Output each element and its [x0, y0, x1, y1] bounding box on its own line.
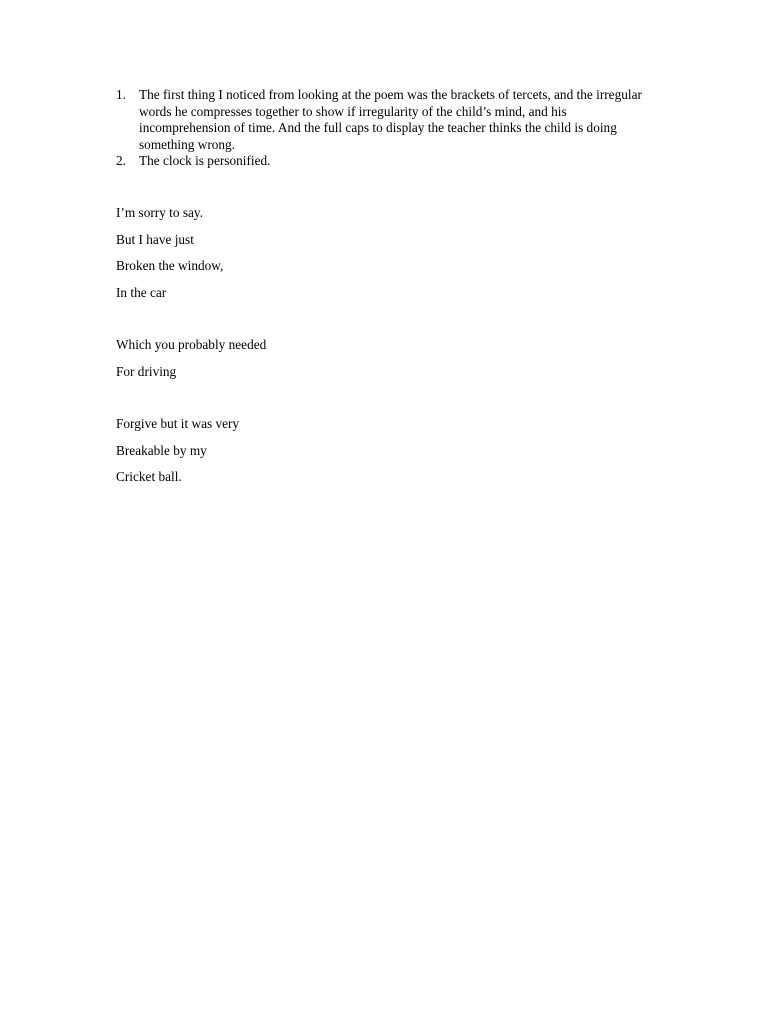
note-text: The clock is personified. — [139, 153, 271, 168]
poem-line: Cricket ball. — [116, 469, 182, 484]
poem-line: For driving — [116, 363, 177, 379]
poem — [116, 205, 616, 496]
notes-list — [116, 87, 656, 170]
poem-line: Forgive but it was very — [116, 416, 240, 431]
stanza-break — [116, 390, 616, 416]
note-item — [116, 87, 656, 153]
poem-stanza — [116, 416, 616, 485]
poem-stanza — [116, 205, 616, 301]
poem-line: Broken the window, — [116, 258, 224, 273]
poem-line: Which you probably needed — [116, 337, 267, 352]
note-text: The first thing I noticed from looking at the poem was the brackets of tercets, and the irregular words he compresses together to show if irregularity of the child’s mind, and his incomprehension of time. And the full caps to display the teacher thinks the child is doing something wrong. — [139, 87, 642, 152]
poem-line: Breakable by my — [116, 442, 207, 458]
stanza-break — [116, 311, 616, 337]
poem-line: But I have just — [116, 231, 194, 247]
poem-stanza — [116, 337, 616, 380]
poem-line: I’m sorry to say. — [116, 205, 204, 220]
note-number: 1. — [116, 87, 126, 102]
poem-line: In the car — [116, 284, 167, 300]
note-item — [116, 153, 656, 170]
note-number: 2. — [116, 153, 126, 168]
